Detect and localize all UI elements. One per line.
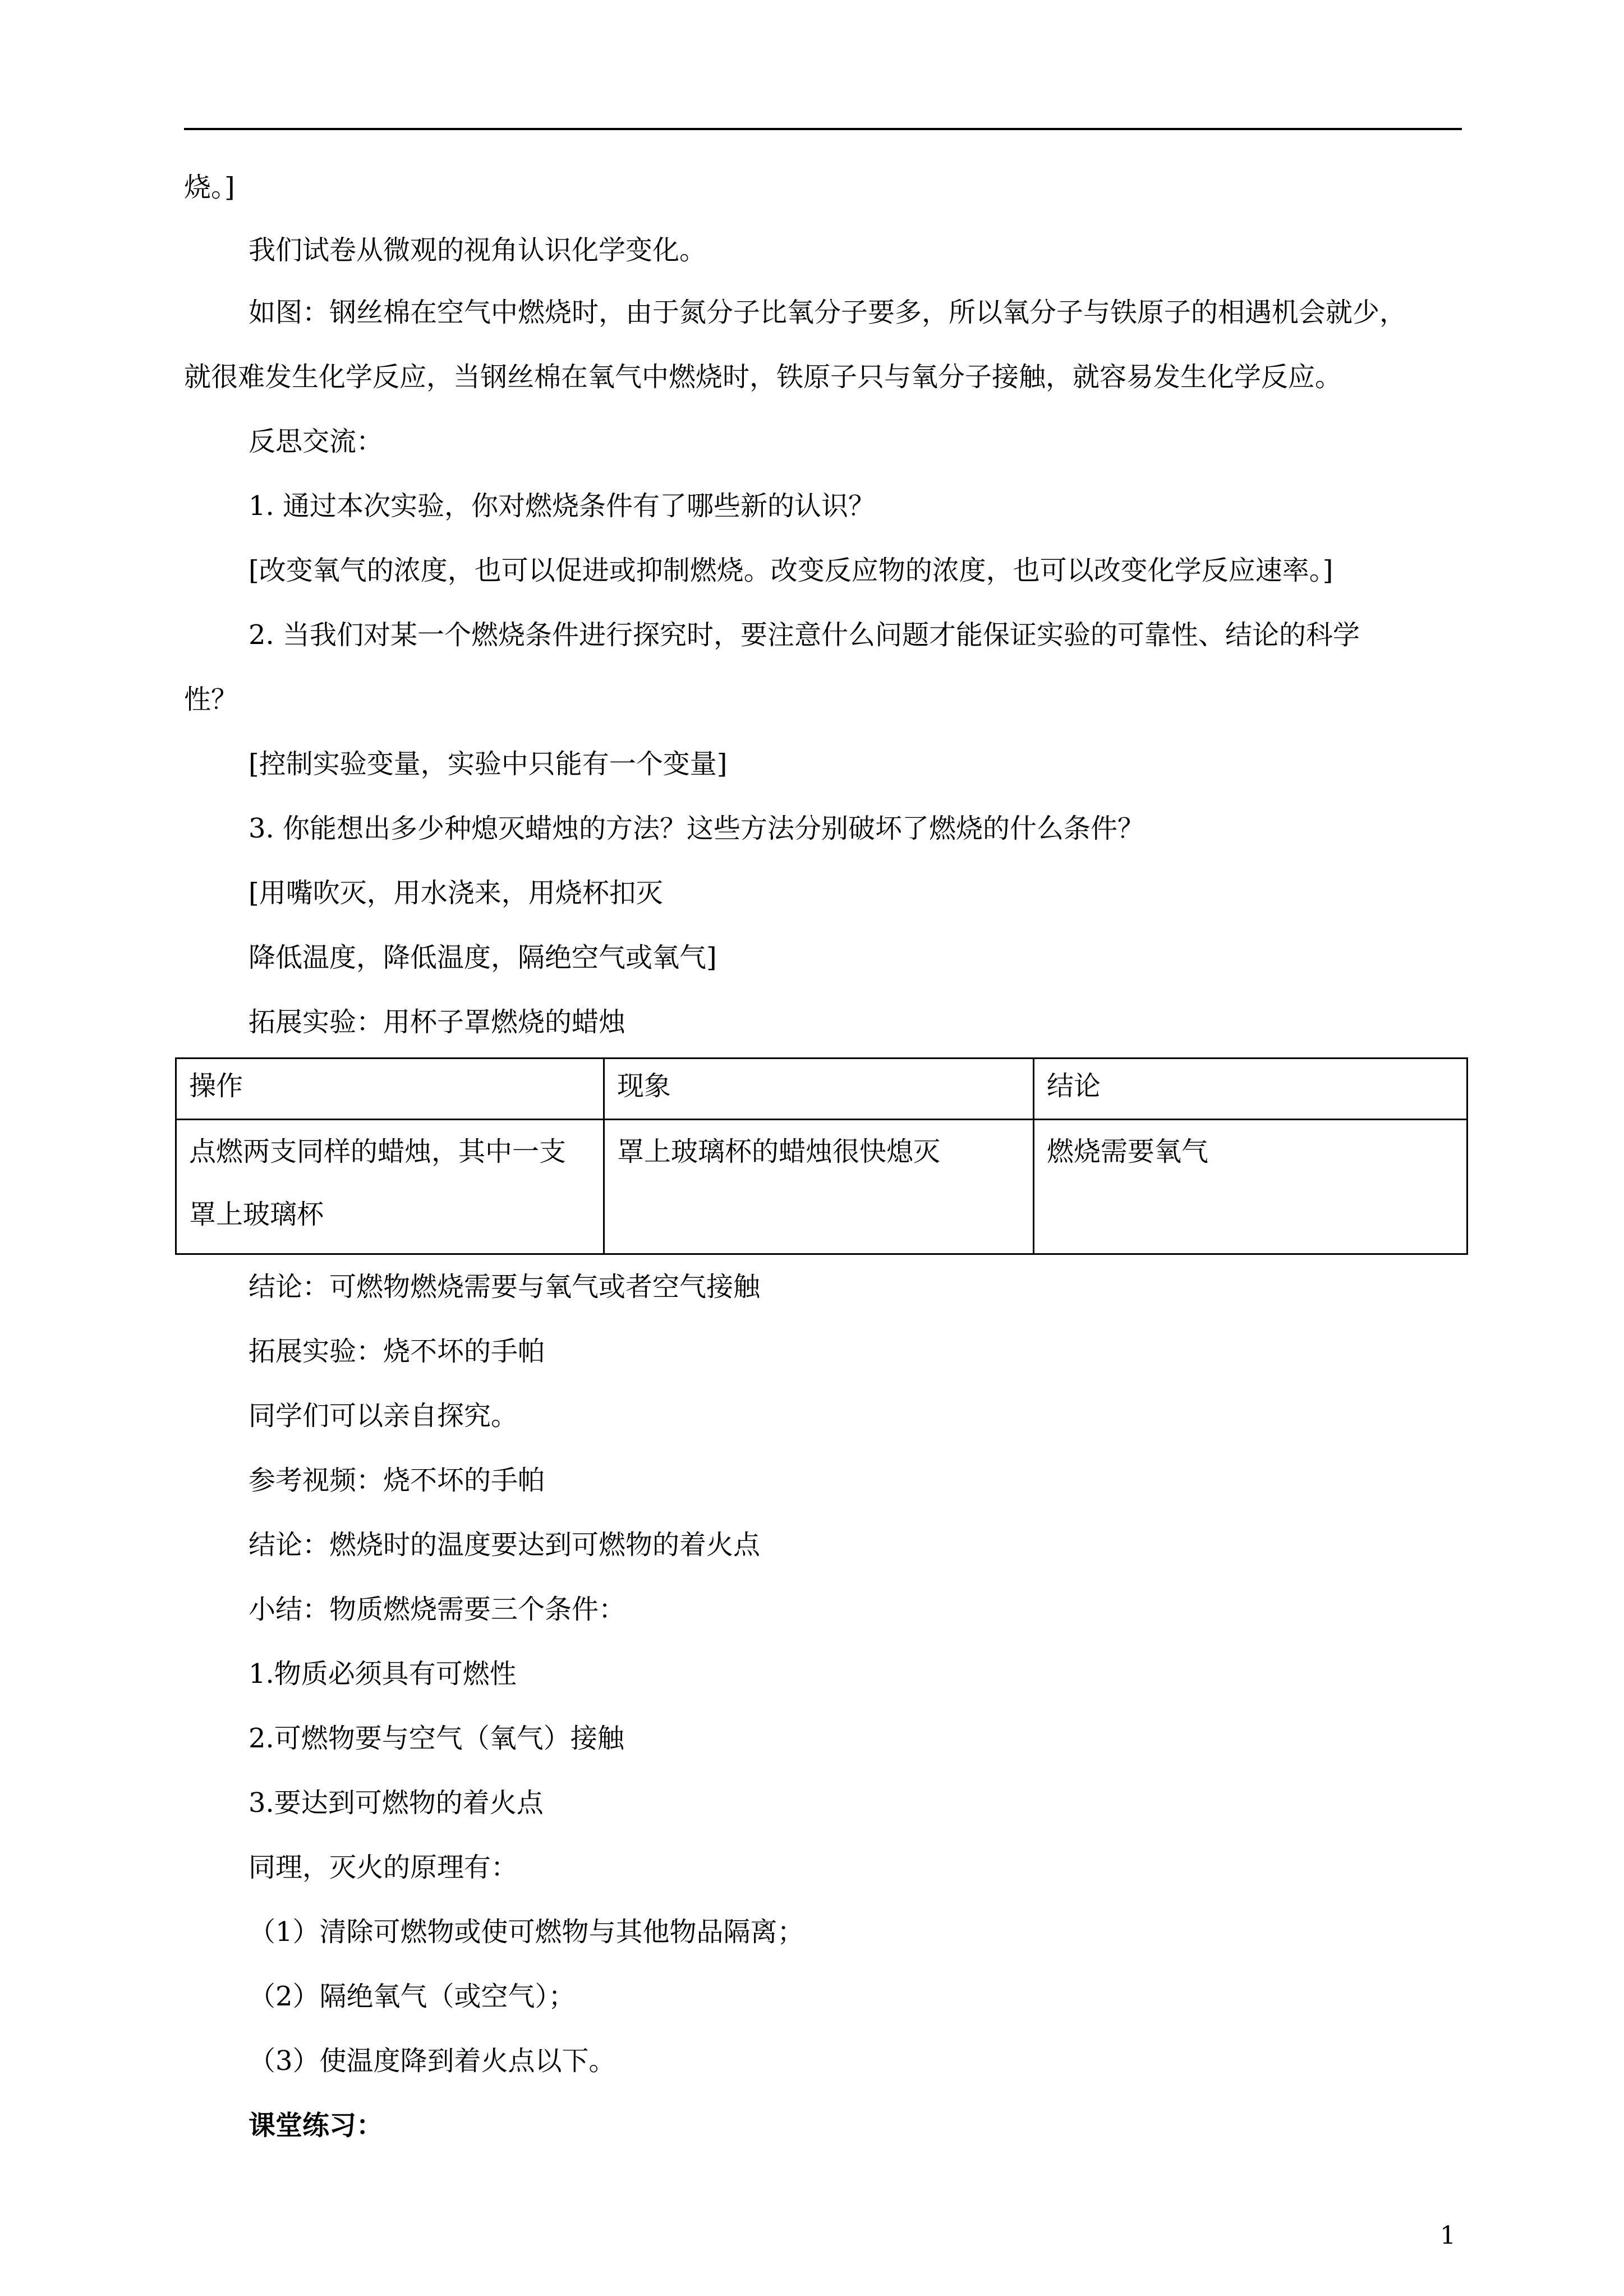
principle-3: （3）使温度降到着火点以下。 xyxy=(249,2045,616,2077)
text-line-intro: 我们试卷从微观的视角认识化学变化。 xyxy=(249,234,707,266)
section-heading-reflection: 反思交流： xyxy=(249,426,384,457)
question-2-continued: 性？ xyxy=(184,684,238,715)
header-conclusion: 结论 xyxy=(1047,1070,1101,1102)
conclusion-oxygen: 结论：可燃物燃烧需要与氧气或者空气接触 xyxy=(249,1271,761,1303)
table-cell xyxy=(176,1120,604,1254)
condition-1: 1.物质必须具有可燃性 xyxy=(249,1658,517,1690)
condition-3: 3.要达到可燃物的着火点 xyxy=(249,1787,544,1819)
header-phenomenon: 现象 xyxy=(617,1070,671,1102)
cell-conclusion: 燃烧需要氧气 xyxy=(1047,1136,1209,1167)
principle-1: （1）清除可燃物或使可燃物与其他物品隔离； xyxy=(249,1916,804,1948)
answer-3-line-1: [用嘴吹灭，用水浇来，用烧杯扣灭 xyxy=(249,877,663,909)
condition-2: 2.可燃物要与空气（氧气）接触 xyxy=(249,1723,624,1754)
table-header-cell xyxy=(176,1059,604,1120)
principle-2: （2）隔绝氧气（或空气）； xyxy=(249,1981,576,2012)
text-line-explanation-1: 如图：钢丝棉在空气中燃烧时，由于氮分子比氧分子要多，所以氧分子与铁原子的相遇机会就少， xyxy=(249,297,1407,328)
extension-experiment-title: 拓展实验：用杯子罩燃烧的蜡烛 xyxy=(249,1006,626,1038)
classroom-exercise-heading: 课堂练习： xyxy=(249,2110,384,2141)
summary-heading: 小结：物质燃烧需要三个条件： xyxy=(249,1594,626,1625)
table-row xyxy=(176,1120,1467,1254)
conclusion-ignition-point: 结论：燃烧时的温度要达到可燃物的着火点 xyxy=(249,1529,761,1561)
answer-1: [改变氧气的浓度，也可以促进或抑制燃烧。改变反应物的浓度，也可以改变化学反应速率。] xyxy=(249,555,1333,586)
reference-video: 参考视频：烧不坏的手帕 xyxy=(249,1465,545,1496)
experiment-table xyxy=(175,1057,1468,1255)
table-cell xyxy=(1034,1120,1467,1254)
answer-2: [控制实验变量，实验中只能有一个变量] xyxy=(249,748,728,780)
table-header-cell xyxy=(1034,1059,1467,1120)
table-header-cell xyxy=(604,1059,1034,1120)
extinguish-principles-heading: 同理，灭火的原理有： xyxy=(249,1852,518,1883)
question-3: 3. 你能想出多少种熄灭蜡烛的方法？这些方法分别破坏了燃烧的什么条件？ xyxy=(249,813,1145,844)
cell-operation: 点燃两支同样的蜡烛，其中一支罩上玻璃杯 xyxy=(189,1136,567,1230)
answer-3-line-2: 降低温度，降低温度，隔绝空气或氧气] xyxy=(249,942,717,973)
table-header-row xyxy=(176,1059,1467,1120)
text-line-explore: 同学们可以亲自探究。 xyxy=(249,1400,518,1432)
text-line-continuation: 烧。] xyxy=(184,172,235,203)
extension-experiment-handkerchief: 拓展实验：烧不坏的手帕 xyxy=(249,1336,545,1367)
cell-phenomenon: 罩上玻璃杯的蜡烛很快熄灭 xyxy=(617,1136,941,1167)
page-number: 1 xyxy=(1440,2221,1456,2250)
header-operation: 操作 xyxy=(189,1070,243,1102)
table-cell xyxy=(604,1120,1034,1254)
header-rule xyxy=(184,128,1462,130)
text-line-explanation-2: 就很难发生化学反应，当钢丝棉在氧气中燃烧时，铁原子只与氧分子接触，就容易发生化学反应。 xyxy=(184,361,1342,393)
question-1: 1. 通过本次实验，你对燃烧条件有了哪些新的认识？ xyxy=(249,490,876,522)
question-2: 2. 当我们对某一个燃烧条件进行探究时，要注意什么问题才能保证实验的可靠性、结论的科学 xyxy=(249,619,1360,651)
